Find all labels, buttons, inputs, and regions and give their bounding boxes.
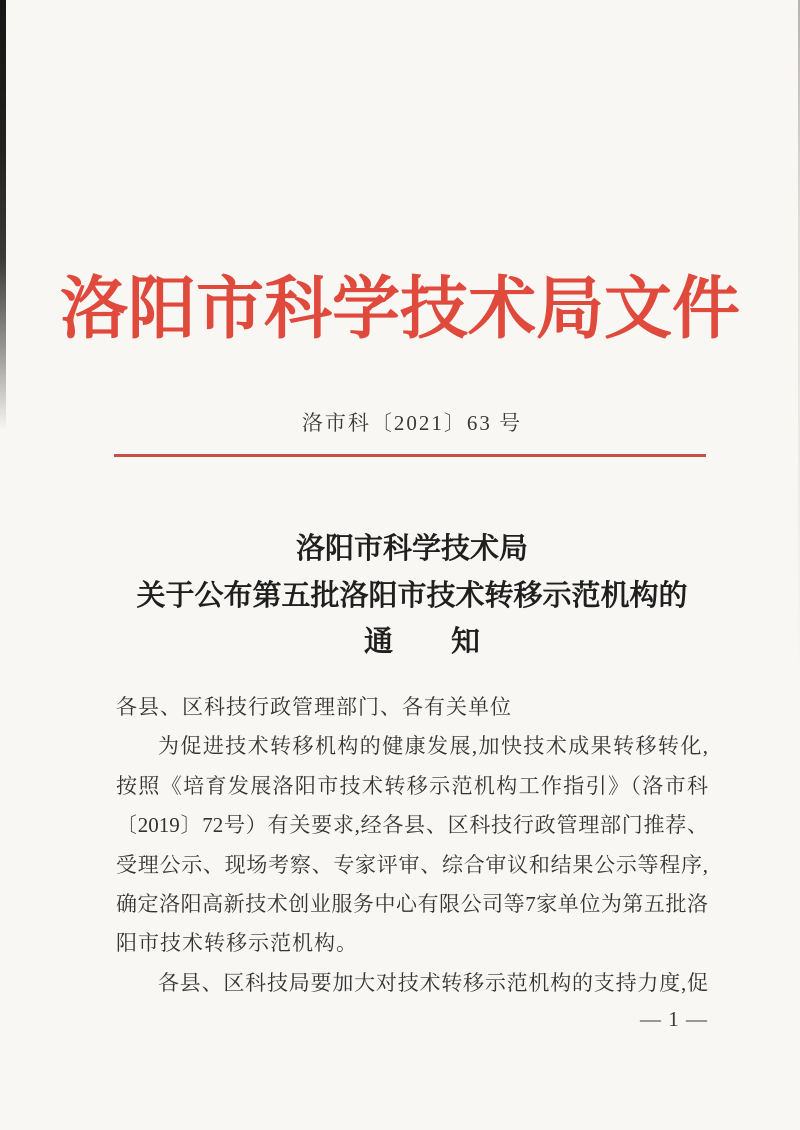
- body-line: 各县、区科技局要加大对技术转移示范机构的支持力度,促: [158, 970, 708, 995]
- document-number: 洛市科〔2021〕63 号: [301, 411, 523, 435]
- notice-title-subject: 关于公布第五批洛阳市技术转移示范机构的: [136, 579, 688, 612]
- page-number: — 1 —: [640, 1007, 708, 1031]
- red-separator-line: [114, 454, 706, 457]
- notice-title: [116, 526, 708, 666]
- scan-top-edge: [0, 0, 800, 3]
- body-line: 受理公示、现场考察、专家评审、综合审议和结果公示等程序,: [116, 852, 708, 877]
- body-text: [116, 688, 708, 1003]
- agency-header-title: 洛阳市科学技术局文件: [59, 271, 740, 347]
- salutation-line: 各县、区科技行政管理部门、各有关单位: [116, 695, 512, 719]
- body-line: 按照《培育发展洛阳市技术转移示范机构工作指引》（洛市科: [116, 773, 708, 798]
- body-line: 为促进技术转移机构的健康发展,加快技术成果转移转化,: [158, 734, 708, 759]
- notice-title-type: 通 知: [363, 626, 480, 658]
- scan-left-edge: [0, 0, 6, 430]
- body-line: 〔2019〕72号）有关要求,经各县、区科技行政管理部门推荐、: [116, 813, 708, 838]
- body-paragraph-lines: [116, 727, 708, 1003]
- body-line: 阳市技术转移示范机构。: [116, 931, 358, 956]
- body-line: 确定洛阳高新技术创业服务中心有限公司等7家单位为第五批洛: [116, 891, 708, 916]
- notice-title-agency: 洛阳市科学技术局: [295, 533, 528, 565]
